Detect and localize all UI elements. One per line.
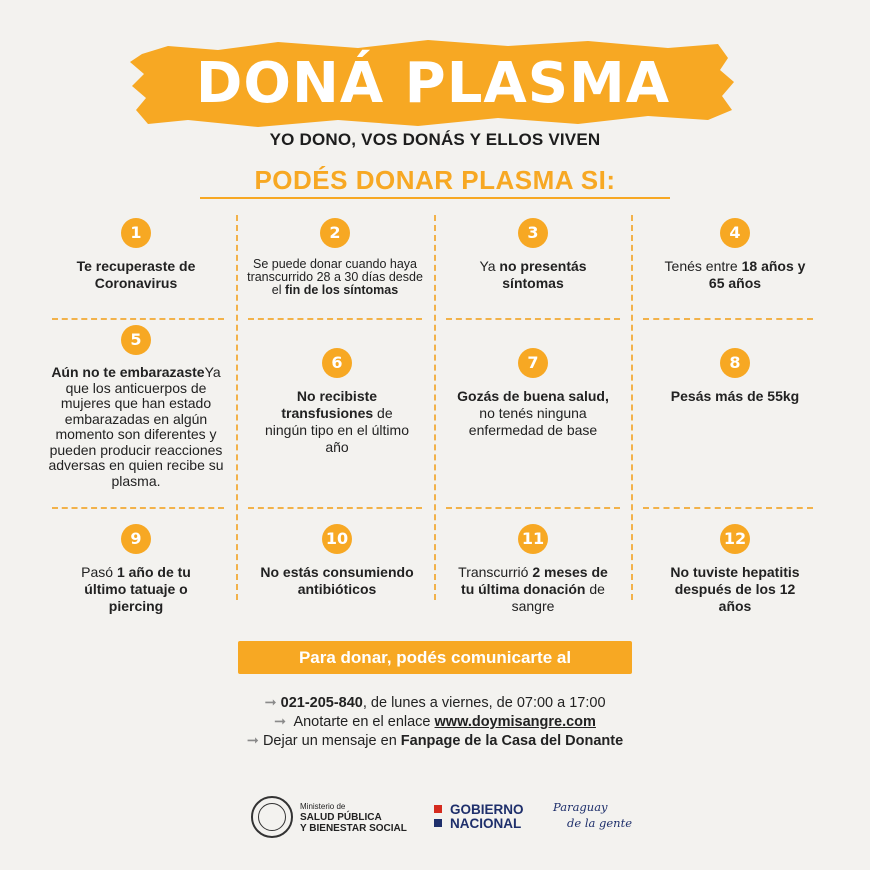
- requirement-item: [640, 218, 830, 292]
- requirement-text: [40, 258, 232, 292]
- ministry-name-2: Y BIENESTAR SOCIAL: [300, 823, 407, 834]
- gobierno-line-1: GOBIERNO: [450, 802, 524, 817]
- section-heading: PODÉS DONAR PLASMA SI:: [254, 165, 616, 195]
- requirement-item: [40, 524, 232, 615]
- requirement-highlight: No estás consumiendo antibióticos: [260, 564, 414, 597]
- requirement-highlight: Aún no te embarazaste: [51, 364, 205, 380]
- requirement-item: [436, 348, 630, 439]
- paraguay-logo: [553, 799, 632, 831]
- requirement-detail: de ningún tipo en el último año: [265, 405, 409, 455]
- requirement-item: [240, 524, 434, 598]
- requirement-detail: no tenés ninguna enfermedad de base: [468, 405, 598, 438]
- link-prefix: Anotarte en el enlace: [293, 714, 435, 730]
- requirement-item: [40, 325, 232, 489]
- contact-link: [0, 713, 870, 732]
- arrow-right-icon: ➞: [274, 714, 287, 730]
- requirement-text: [640, 258, 830, 292]
- requirement-detail: Pasó: [81, 564, 117, 580]
- step-number-badge: 11: [518, 524, 548, 554]
- divider: [643, 318, 813, 320]
- requirement-highlight: No tuviste hepatitis después de los 12 años: [670, 564, 800, 614]
- step-number-badge: 4: [720, 218, 750, 248]
- requirement-text: [436, 564, 630, 615]
- requirement-highlight: Te recuperaste de Coronavirus: [76, 258, 196, 291]
- phone-number[interactable]: 021-205-840: [280, 695, 363, 711]
- requirement-text: [40, 365, 232, 489]
- step-number-badge: 10: [322, 524, 352, 554]
- footer-logos: [0, 795, 870, 841]
- requirement-text: [240, 388, 434, 456]
- requirement-highlight: no presentás síntomas: [499, 258, 587, 291]
- requirement-detail: de sangre: [511, 581, 605, 614]
- contact-list: [0, 694, 870, 751]
- requirement-detail: Ya que los anticuerpos de mujeres que han estado embarazadas en algún momento son diferentes y pueden producir reacciones adversas en quien recibe su plasma.: [48, 364, 224, 489]
- step-number-badge: 9: [121, 524, 151, 554]
- requirement-item: [640, 524, 830, 615]
- step-number-badge: 7: [518, 348, 548, 378]
- requirement-text: [436, 258, 630, 292]
- divider: [52, 318, 224, 320]
- requirement-highlight: 2 meses de tu última donación: [461, 564, 608, 597]
- requirement-text: [640, 564, 830, 615]
- requirement-highlight: No recibiste transfusiones: [281, 388, 378, 421]
- requirement-text: [640, 388, 830, 405]
- step-number-badge: 2: [320, 218, 350, 248]
- divider: [446, 318, 620, 320]
- requirement-detail: Transcurrió: [458, 564, 533, 580]
- step-number-badge: 12: [720, 524, 750, 554]
- step-number-badge: 8: [720, 348, 750, 378]
- step-number-badge: 1: [121, 218, 151, 248]
- ministry-label: Ministerio de: [300, 802, 346, 811]
- divider: [643, 507, 813, 509]
- step-number-badge: 6: [322, 348, 352, 378]
- contact-banner: Para donar, podés comunicarte al: [238, 641, 632, 674]
- contact-fanpage: [0, 732, 870, 751]
- requirement-highlight: Gozás de buena salud,: [457, 388, 609, 404]
- requirement-item: [640, 348, 830, 405]
- step-number-badge: 5: [121, 325, 151, 355]
- requirement-detail: Ya: [479, 258, 500, 274]
- step-number-badge: 3: [518, 218, 548, 248]
- requirement-item: [240, 348, 434, 456]
- gobierno-line-2: NACIONAL: [450, 816, 522, 831]
- requirement-text: [40, 564, 232, 615]
- requirement-highlight: 1 año de tu último tatuaje o piercing: [84, 564, 191, 614]
- requirement-item: [40, 218, 232, 292]
- national-seal-icon: [251, 796, 293, 838]
- title-banner: [128, 36, 738, 131]
- fanpage-link[interactable]: Fanpage de la Casa del Donante: [400, 733, 624, 749]
- divider: [631, 215, 633, 600]
- requirement-highlight: Pesás más de 55kg: [670, 388, 800, 404]
- divider: [248, 318, 422, 320]
- requirement-item: [436, 218, 630, 292]
- phone-hours: , de lunes a viernes, de 07:00 a 17:00: [362, 695, 606, 711]
- requirement-highlight: 18 años y 65 años: [708, 258, 806, 291]
- requirement-text: [436, 388, 630, 439]
- page-title: DONÁ PLASMA: [195, 51, 671, 116]
- requirement-detail: Se puede donar cuando haya transcurrido 28 a 30 días desde el: [247, 257, 423, 297]
- fanpage-prefix: Dejar un mensaje en: [262, 733, 401, 749]
- requirement-detail: Tenés entre: [664, 258, 742, 274]
- requirement-item: [238, 218, 432, 297]
- ministry-name-1: SALUD PÚBLICA: [300, 812, 382, 823]
- requirement-text: [238, 258, 432, 297]
- arrow-right-icon: ➞: [264, 695, 277, 711]
- website-link[interactable]: www.doymisangre.com: [434, 714, 596, 730]
- ministry-logo: [300, 801, 407, 834]
- requirement-item: [436, 524, 630, 615]
- contact-phone: [0, 694, 870, 713]
- script-line-2: de la gente: [567, 816, 633, 830]
- flag-icon: [434, 805, 442, 813]
- arrow-right-icon: ➞: [246, 733, 259, 749]
- divider: [248, 507, 422, 509]
- subtitle: YO DONO, VOS DONÁS Y ELLOS VIVEN: [269, 130, 601, 149]
- divider: [52, 507, 224, 509]
- divider: [446, 507, 620, 509]
- script-line-1: Paraguay: [553, 800, 608, 814]
- requirement-text: [240, 564, 434, 598]
- heading-underline: [200, 197, 670, 199]
- flag-icon: [434, 819, 442, 827]
- requirement-highlight: fin de los síntomas: [284, 283, 399, 297]
